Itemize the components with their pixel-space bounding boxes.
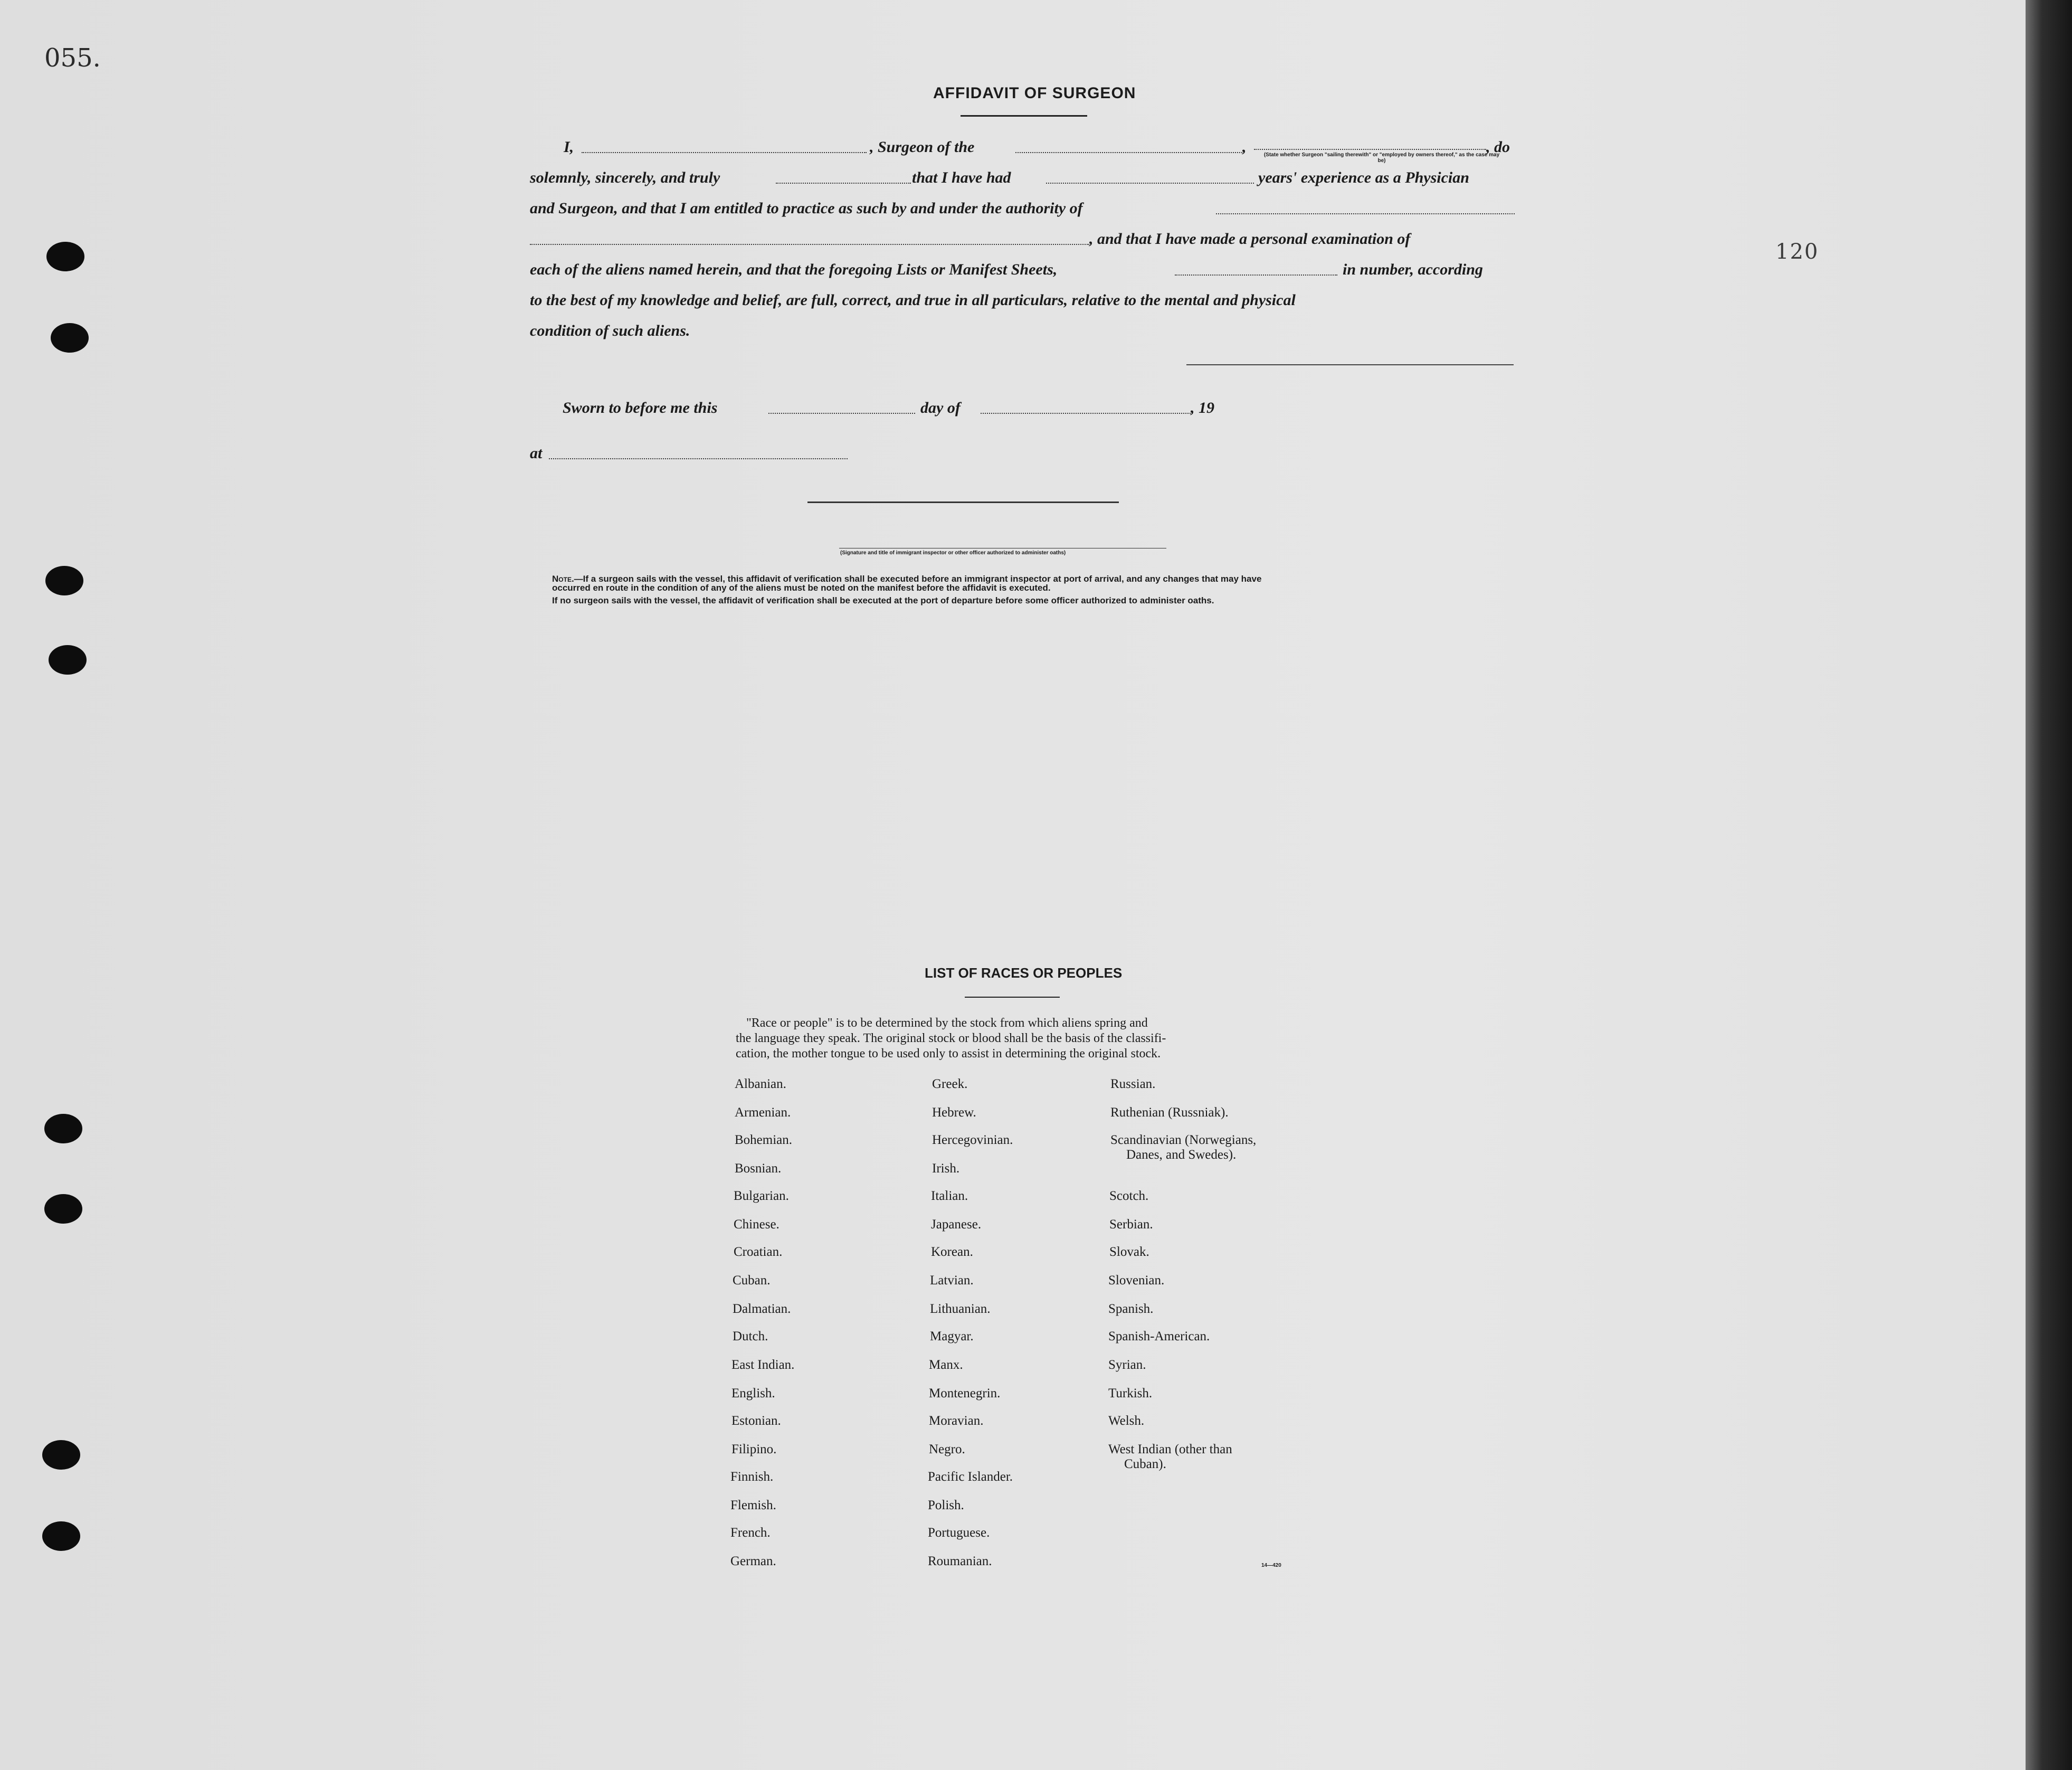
races-intro: "Race or people" is to be determined by the stock from which aliens spring and bbox=[746, 1016, 1148, 1030]
punch-hole bbox=[51, 323, 89, 353]
sworn-text: day of bbox=[920, 399, 961, 417]
punch-hole bbox=[44, 1114, 82, 1143]
affidavit-text: , and that I have made a personal examination of bbox=[1089, 230, 1411, 248]
punch-hole bbox=[49, 645, 87, 675]
affidavit-text: each of the aliens named herein, and that the foregoing Lists or Manifest Sheets, bbox=[530, 261, 1058, 278]
races-intro: cation, the mother tongue to be used only to assist in determining the original stock. bbox=[736, 1047, 1161, 1061]
punch-hole bbox=[46, 242, 84, 271]
list-item: Filipino. bbox=[731, 1442, 777, 1456]
list-item: Cuban). bbox=[1124, 1457, 1166, 1471]
list-item: Scotch. bbox=[1109, 1189, 1149, 1203]
list-item: Korean. bbox=[931, 1245, 973, 1259]
list-item: Armenian. bbox=[735, 1105, 791, 1120]
affidavit-text: and Surgeon, and that I am entitled to practice as such by and under the authority of bbox=[530, 200, 1083, 217]
title-rule bbox=[961, 115, 1087, 117]
races-intro: the language they speak. The original stock or blood shall be the basis of the classifi- bbox=[736, 1031, 1166, 1045]
affidavit-note bbox=[552, 574, 1261, 583]
list-item: Irish. bbox=[932, 1161, 960, 1176]
list-item: Estonian. bbox=[731, 1414, 781, 1428]
blank-line bbox=[549, 458, 848, 459]
list-item: Cuban. bbox=[733, 1273, 771, 1288]
sworn-text: Sworn to before me this bbox=[563, 399, 718, 417]
list-item: Syrian. bbox=[1108, 1358, 1146, 1372]
list-item: Ruthenian (Russniak). bbox=[1110, 1105, 1229, 1120]
list-item: Spanish. bbox=[1108, 1302, 1154, 1316]
blank-line bbox=[1015, 152, 1242, 153]
at-label: at bbox=[530, 444, 543, 462]
list-item: Polish. bbox=[928, 1498, 964, 1512]
list-item: English. bbox=[731, 1386, 775, 1400]
note-text: —If a surgeon sails with the vessel, this affidavit of verification shall be executed before an immigrant inspector at port of arrival, and any changes that may have bbox=[574, 574, 1262, 584]
list-item: Serbian. bbox=[1109, 1217, 1153, 1232]
list-item: Magyar. bbox=[930, 1329, 974, 1343]
blank-line bbox=[530, 244, 1089, 245]
list-item: Roumanian. bbox=[928, 1554, 992, 1568]
affidavit-text: condition of such aliens. bbox=[530, 322, 690, 339]
list-item: Spanish-American. bbox=[1108, 1329, 1210, 1343]
list-item: French. bbox=[730, 1526, 771, 1540]
blank-line bbox=[1216, 213, 1515, 214]
races-list-title: LIST OF RACES OR PEOPLES bbox=[925, 965, 1123, 981]
note-label: Note. bbox=[552, 574, 574, 584]
blank-line bbox=[776, 183, 911, 184]
list-item: Chinese. bbox=[734, 1217, 780, 1232]
blank-line bbox=[1046, 183, 1254, 184]
affidavit-note: If no surgeon sails with the vessel, the affidavit of verification shall be executed at the port of departure before some officer authorized to administer oaths. bbox=[552, 595, 1214, 605]
list-item: Slovak. bbox=[1109, 1245, 1149, 1259]
punch-hole bbox=[44, 1194, 82, 1224]
punch-hole bbox=[42, 1521, 80, 1551]
handwritten-note: 055. bbox=[44, 43, 101, 73]
list-item: Scandinavian (Norwegians, bbox=[1110, 1133, 1257, 1147]
list-item: Negro. bbox=[929, 1442, 965, 1456]
list-item: Portuguese. bbox=[928, 1526, 990, 1540]
list-item: Flemish. bbox=[730, 1498, 776, 1512]
list-item: Manx. bbox=[929, 1358, 963, 1372]
list-item: Bohemian. bbox=[735, 1133, 793, 1147]
affidavit-note: occurred en route in the condition of any of the aliens must be noted on the manifest before the affidavit is executed. bbox=[552, 583, 1051, 593]
list-item: Hebrew. bbox=[932, 1105, 976, 1120]
blank-line bbox=[981, 413, 1191, 414]
title-rule bbox=[965, 997, 1060, 998]
list-item: Welsh. bbox=[1108, 1414, 1145, 1428]
list-item: Moravian. bbox=[929, 1414, 984, 1428]
list-item: East Indian. bbox=[731, 1358, 795, 1372]
bracket-note: (State whether Surgeon "sailing therewith" or "employed by owners thereof," as the case may be) bbox=[1263, 152, 1500, 164]
list-item: Japanese. bbox=[931, 1217, 982, 1232]
list-item: Greek. bbox=[932, 1077, 968, 1091]
affidavit-text: , do bbox=[1486, 138, 1510, 156]
page-number: 120 bbox=[1775, 240, 1819, 264]
list-item: Albanian. bbox=[735, 1077, 786, 1091]
affidavit-text: in number, according bbox=[1343, 261, 1483, 278]
blank-line bbox=[1175, 275, 1337, 276]
list-item: West Indian (other than bbox=[1108, 1442, 1232, 1456]
signature-line bbox=[807, 501, 1119, 503]
affidavit-text: years' experience as a Physician bbox=[1258, 169, 1469, 186]
list-item: Dutch. bbox=[733, 1329, 768, 1343]
blank-line bbox=[768, 413, 915, 414]
list-item: Finnish. bbox=[730, 1470, 774, 1484]
affidavit-text: solemnly, sincerely, and truly bbox=[530, 169, 720, 186]
affidavit-text: I, bbox=[564, 138, 574, 156]
list-item: Dalmatian. bbox=[733, 1302, 791, 1316]
list-item: Lithuanian. bbox=[930, 1302, 991, 1316]
list-item: Bosnian. bbox=[735, 1161, 782, 1176]
blank-line bbox=[582, 152, 867, 153]
affidavit-text: to the best of my knowledge and belief, are full, correct, and true in all particulars, relative to the mental and physical bbox=[530, 291, 1296, 309]
list-item: Latvian. bbox=[930, 1273, 974, 1288]
signature-line bbox=[1186, 364, 1514, 365]
list-item: Croatian. bbox=[734, 1245, 783, 1259]
affidavit-text: that I have had bbox=[912, 169, 1011, 186]
affidavit-text: , bbox=[1242, 138, 1247, 156]
list-item: Italian. bbox=[931, 1189, 968, 1203]
list-item: Russian. bbox=[1110, 1077, 1156, 1091]
signature-caption: (Signature and title of immigrant inspector or other officer authorized to administer oaths) bbox=[840, 550, 1066, 556]
page-edge bbox=[2026, 0, 2072, 1770]
list-item: Pacific Islander. bbox=[928, 1470, 1013, 1484]
list-item: Hercegovinian. bbox=[932, 1133, 1013, 1147]
list-item: Montenegrin. bbox=[929, 1386, 1001, 1400]
affidavit-text: , Surgeon of the bbox=[870, 138, 975, 156]
affidavit-title: AFFIDAVIT OF SURGEON bbox=[933, 84, 1136, 102]
form-code: 14—420 bbox=[1261, 1563, 1281, 1568]
list-item: Turkish. bbox=[1108, 1386, 1153, 1400]
blank-line bbox=[1254, 149, 1486, 150]
list-item: Bulgarian. bbox=[734, 1189, 789, 1203]
list-item: German. bbox=[730, 1554, 776, 1568]
punch-hole bbox=[42, 1440, 80, 1470]
list-item: Danes, and Swedes). bbox=[1126, 1148, 1237, 1162]
list-item: Slovenian. bbox=[1108, 1273, 1165, 1288]
sworn-text: , 19 bbox=[1191, 399, 1214, 417]
punch-hole bbox=[45, 566, 83, 595]
